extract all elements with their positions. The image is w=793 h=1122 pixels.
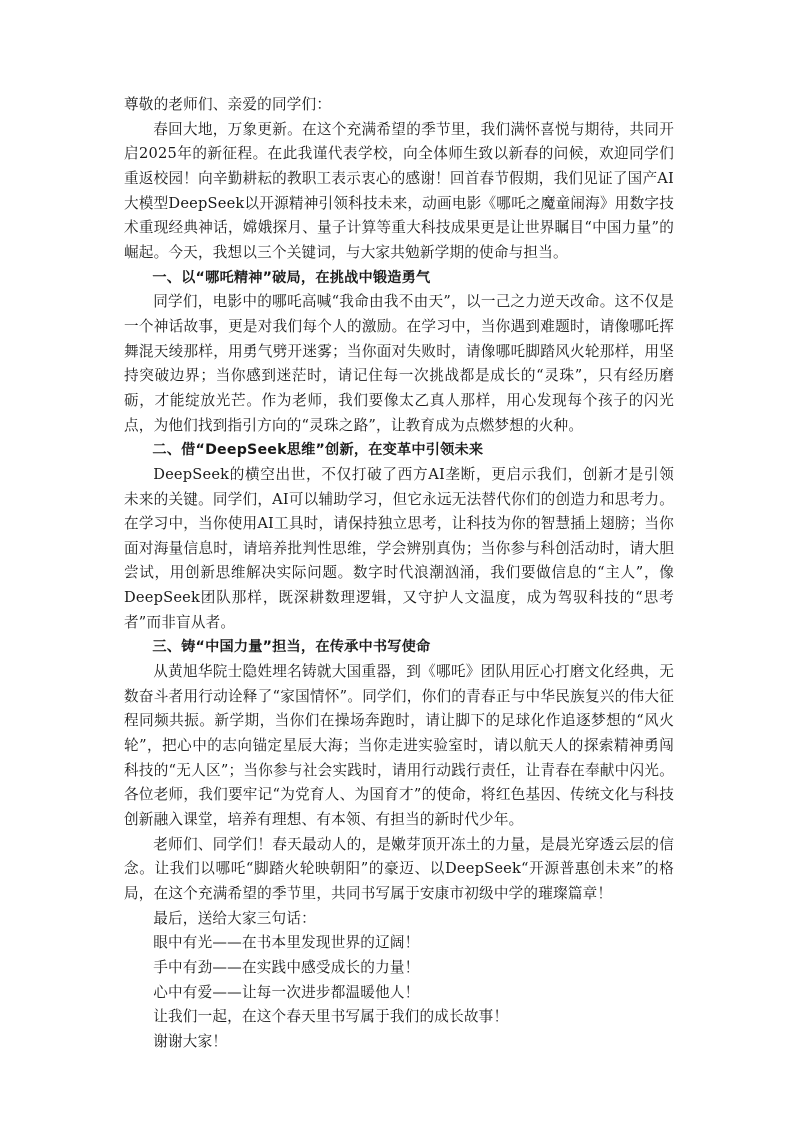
closing-intro: 最后，送给大家三句话： (153, 909, 316, 927)
thanks-line: 谢谢大家！ (153, 1032, 228, 1050)
conclusion-paragraph: 老师们、同学们！春天最动人的，是嫩芽顶开冻土的力量，是晨光穿透云层的信念。让我们以哪吒“脚踏火轮映朝阳”的豪迈、以DeepSeek“开源普惠创未来”的格局，在这个充满希望的季节里，共同书写属于安康市初级中学的璀璨篇章！ (124, 835, 674, 902)
speech-document (124, 93, 674, 1055)
section-body-2: DeepSeek的横空出世，不仅打破了西方AI垄断，更启示我们，创新才是引领未来的关键。同学们，AI可以辅助学习，但它永远无法替代你们的创造力和思考力。在学习中，当你使用AI工具时，请保持独立思考，让科技为你的智慧插上翅膀；当你面对海量信息时，请培养批判性思维，学会辨别真伪；当你参与科创活动时，请大胆尝试，用创新思维解决实际问题。数字时代浪潮汹涌，我们要做信息的“主人”，像DeepSeek团队那样，既深耕数理逻辑，又守护人文温度，成为驾驭科技的“思考者”而非盲从者。 (124, 465, 674, 631)
section-body-3: 从黄旭华院士隐姓埋名铸就大国重器，到《哪吒》团队用匠心打磨文化经典，无数奋斗者用行动诠释了“家国情怀”。同学们，你们的青春正与中华民族复兴的伟大征程同频共振。新学期，当你们在操场奔跑时，请让脚下的足球化作追逐梦想的“风火轮”，把心中的志向锚定星辰大海；当你走进实验室时，请以航天人的探索精神勇闯科技的“无人区”；当你参与社会实践时，请用行动践行责任，让青春在奉献中闪光。各位老师，我们要牢记“为党育人、为国育才”的使命，将红色基因、传统文化与科技创新融入课堂，培养有理想、有本领、有担当的新时代少年。 (124, 663, 674, 829)
closing-line-1: 眼中有光——在书本里发现世界的辽阔！ (153, 934, 420, 952)
section-body-1: 同学们，电影中的哪吒高喊“我命由我不由天”，以一己之力逆天改命。这不仅是一个神话故事，更是对我们每个人的激励。在学习中，当你遇到难题时，请像哪吒挥舞混天绫那样，用勇气劈开迷雾；当你面对失败时，请像哪吒脚踏风火轮那样，用坚持突破边界；当你感到迷茫时，请记住每一次挑战都是成长的“灵珠”，只有经历磨砺，才能绽放光芒。作为老师，我们要像太乙真人那样，用心发现每个孩子的闪光点，为他们找到指引方向的“灵珠之路”，让教育成为点燃梦想的火种。 (124, 293, 674, 434)
final-line: 让我们一起，在这个春天里书写属于我们的成长故事！ (153, 1008, 509, 1026)
section-heading-2: 二、借“DeepSeek思维”创新，在变革中引领未来 (152, 442, 484, 459)
intro-paragraph: 春回大地，万象更新。在这个充满希望的季节里，我们满怀喜悦与期待，共同开启2025年的新征程。在此我谨代表学校，向全体师生致以新春的问候，欢迎同学们重返校园！向辛勤耕耘的教职工表示衷心的感谢！回首春节假期，我们见证了国产AI大模型DeepSeek以开源精神引领科技未来，动画电影《哪吒之魔童闹海》用数字技术重现经典神话，嫦娥探月、量子计算等重大科技成果更是让世界瞩目“中国力量”的崛起。今天，我想以三个关键词，与大家共勉新学期的使命与担当。 (124, 120, 674, 261)
closing-line-2: 手中有劲——在实践中感受成长的力量！ (153, 958, 420, 976)
closing-line-3: 心中有爱——让每一次进步都温暖他人！ (153, 983, 420, 1001)
section-heading-1: 一、以“哪吒精神”破局，在挑战中锻造勇气 (152, 269, 431, 286)
salutation: 尊敬的老师们、亲爱的同学们： (124, 96, 332, 113)
section-heading-3: 三、铸“中国力量”担当，在传承中书写使命 (152, 639, 431, 656)
